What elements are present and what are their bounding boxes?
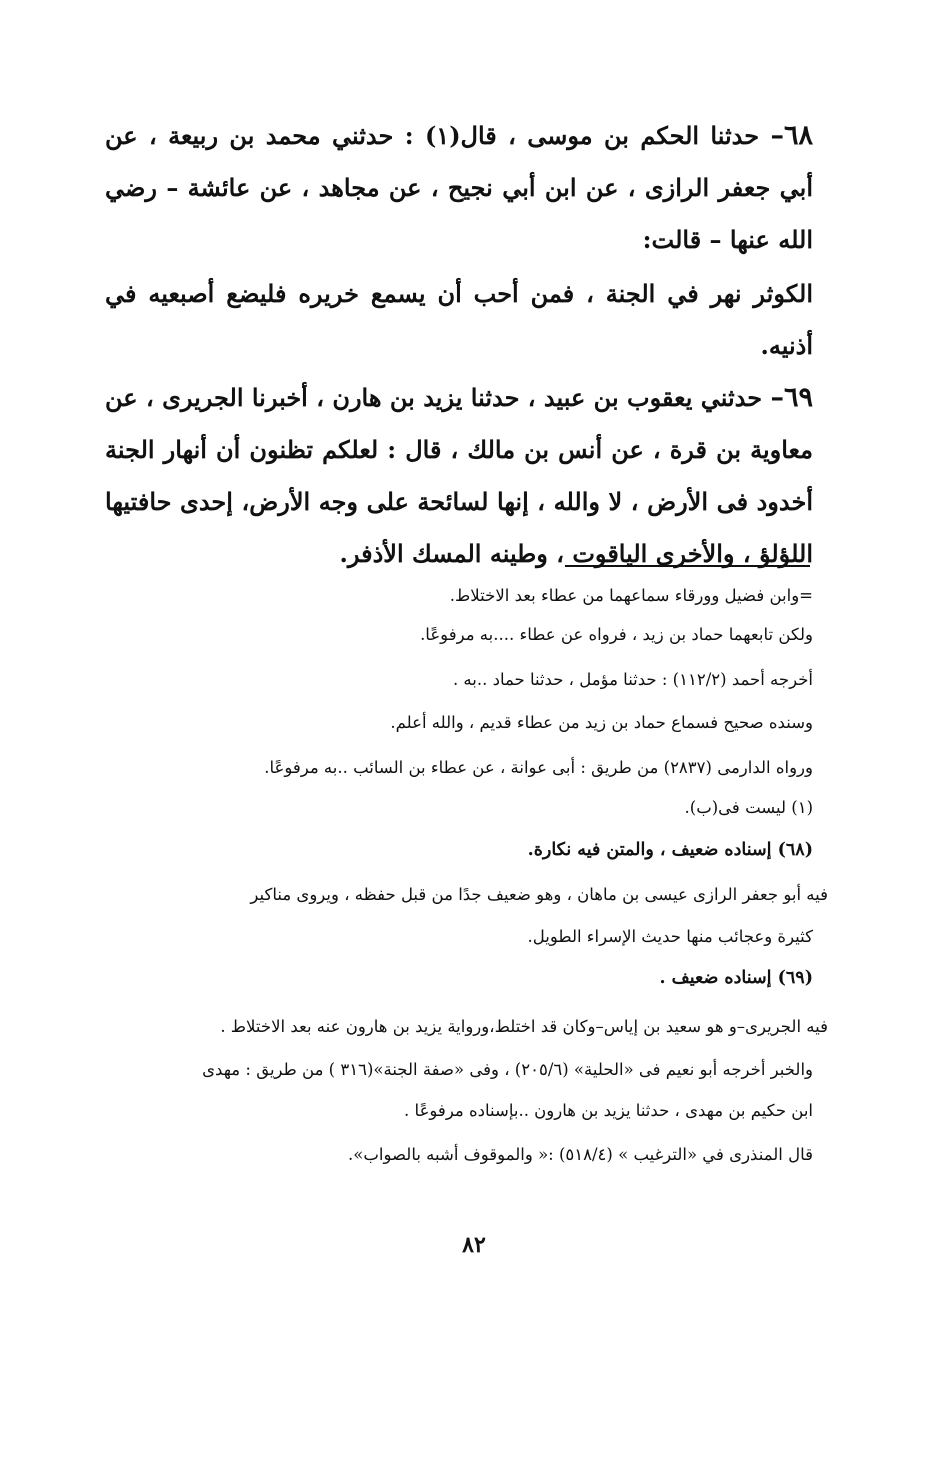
footnote-separator [565, 565, 810, 567]
footnote-line: أخرجه أحمد (١١٢/٢) : حدثنا مؤمل ، حدثنا حماد ..به . [452, 670, 813, 689]
footnote-line: وسنده صحيح فسماع حماد بن زيد من عطاء قديم ، والله أعلم. [390, 713, 813, 732]
hadith-69-number: ٦٩– [770, 382, 814, 413]
footnote-line: كثيرة وعجائب منها حديث الإسراء الطويل. [527, 927, 813, 946]
hadith-68-number: ٦٨– [770, 120, 813, 151]
hadith-69-text: حدثني يعقوب بن عبيد ، حدثنا يزيد بن هارن ، أخبرنا الجريرى ، عن معاوية بن قرة ، عن أنس بن مالك ، قال : لعلكم تظنون أن أنهار الجنة أخدود فى الأرض ، لا والله ، إنها لسائحة على وجه الأرض، إحدى حافتيها اللؤلؤ ، والأخرى الياقوت ، وطينه المسك الأذفر. [105, 383, 813, 568]
page-number: ٨٢ [462, 1232, 486, 1258]
footnote-line: فيه الجريرى–و هو سعيد بن إياس–وكان قد اختلط،ورواية يزيد بن هارون عنه بعد الاختلاط . [220, 1017, 828, 1036]
footnote-line: ابن حكيم بن مهدى ، حدثنا يزيد بن هارون ..بإسناده مرفوعًا . [404, 1101, 813, 1120]
footnote-line: فيه أبو جعفر الرازى عيسى بن ماهان ، وهو ضعيف جدًا من قبل حفظه ، ويروى مناكير [250, 885, 828, 904]
footnote-68-heading: (٦٨) إسناده ضعيف ، والمتن فيه نكارة. [527, 840, 813, 860]
footnote-line: =وابن فضيل وورقاء سماعهما من عطاء بعد الاختلاط. [449, 586, 813, 605]
hadith-68 [105, 110, 813, 266]
hadith-69 [105, 372, 813, 580]
footnote-line: ولكن تابعهما حماد بن زيد ، فرواه عن عطاء ....به مرفوعًا. [420, 625, 813, 644]
footnote-1: (١) ليست فى(ب). [684, 798, 813, 817]
footnote-69-heading: (٦٩) إسناده ضعيف . [659, 968, 813, 988]
hadith-68-isnad: حدثنا الحكم بن موسى ، قال(١) : حدثني محمد بن ربيعة ، عن أبي جعفر الرازى ، عن ابن أبي نجيح ، عن مجاهد ، عن عائشة – رضي الله عنها – قالت: [105, 121, 813, 254]
hadith-68-matn-text: الكوثر نهر في الجنة ، فمن أحب أن يسمع خريره فليضع أصبعيه في أذنيه. [105, 279, 813, 360]
footnote-line: قال المنذرى في «الترغيب » (٥١٨/٤) :« والموقوف أشبه بالصواب». [348, 1145, 813, 1164]
hadith-68-matn [105, 268, 813, 372]
footnote-line: والخبر أخرجه أبو نعيم فى «الحلية» (٢٠٥/٦) ، وفى «صفة الجنة»(٣١٦ ) من طريق : مهدى [202, 1060, 813, 1079]
footnote-line: ورواه الدارمى (٢٨٣٧) من طريق : أبى عوانة ، عن عطاء بن السائب ..به مرفوعًا. [264, 758, 813, 777]
